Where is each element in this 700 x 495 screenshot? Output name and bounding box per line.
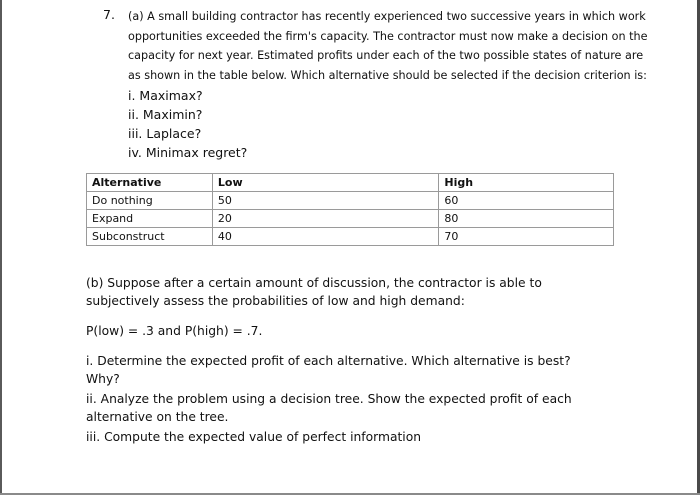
cell-high: 80 (439, 210, 614, 228)
table-row (87, 192, 614, 210)
task-line: ii. Analyze the problem using a decision tree. Show the expected profit of each (86, 392, 572, 406)
table-header-row (87, 174, 614, 192)
cell-high: 70 (439, 228, 614, 246)
task-evpi: iii. Compute the expected value of perfect information (86, 430, 422, 444)
part-a-line: capacity for next year. Estimated profits under each of the two possible states of nature are (128, 49, 644, 62)
part-b-intro (86, 274, 606, 310)
part-a-paragraph (128, 7, 648, 85)
cell-high: 60 (439, 192, 614, 210)
question-number: 7. (103, 7, 115, 22)
task-expected-profit (86, 352, 606, 388)
part-a-line: as shown in the table below. Which alternative should be selected if the decision criterion is: (128, 68, 647, 82)
probabilities-line: P(low) = .3 and P(high) = .7. (86, 324, 263, 338)
part-b-intro-line: subjectively assess the probabilities of low and high demand: (86, 294, 465, 308)
header-alternative: Alternative (87, 174, 213, 192)
criterion-maximax: i. Maximax? (128, 88, 203, 103)
table-row (87, 210, 614, 228)
part-a-line: opportunities exceeded the firm's capacity. The contractor must now make a decision on the (128, 29, 648, 43)
criterion-minimax-regret: iv. Minimax regret? (128, 145, 248, 160)
part-a-line: (a) A small building contractor has recently experienced two successive years in which work (128, 10, 646, 23)
criterion-laplace: iii. Laplace? (128, 126, 202, 141)
cell-low: 40 (212, 228, 438, 246)
cell-low: 50 (212, 192, 438, 210)
cell-alternative: Subconstruct (87, 228, 213, 246)
task-line: Why? (86, 372, 120, 386)
left-edge-line (0, 0, 2, 495)
criterion-maximin: ii. Maximin? (128, 107, 203, 122)
table-row (87, 228, 614, 246)
task-decision-tree (86, 390, 606, 426)
cell-alternative: Do nothing (87, 192, 213, 210)
profit-table (86, 173, 614, 246)
cell-alternative: Expand (87, 210, 213, 228)
task-line: i. Determine the expected profit of each alternative. Which alternative is best? (86, 354, 571, 368)
header-low: Low (212, 174, 438, 192)
part-b-intro-line: (b) Suppose after a certain amount of discussion, the contractor is able to (86, 276, 542, 290)
header-high: High (439, 174, 614, 192)
cell-low: 20 (212, 210, 438, 228)
task-line: alternative on the tree. (86, 410, 229, 424)
